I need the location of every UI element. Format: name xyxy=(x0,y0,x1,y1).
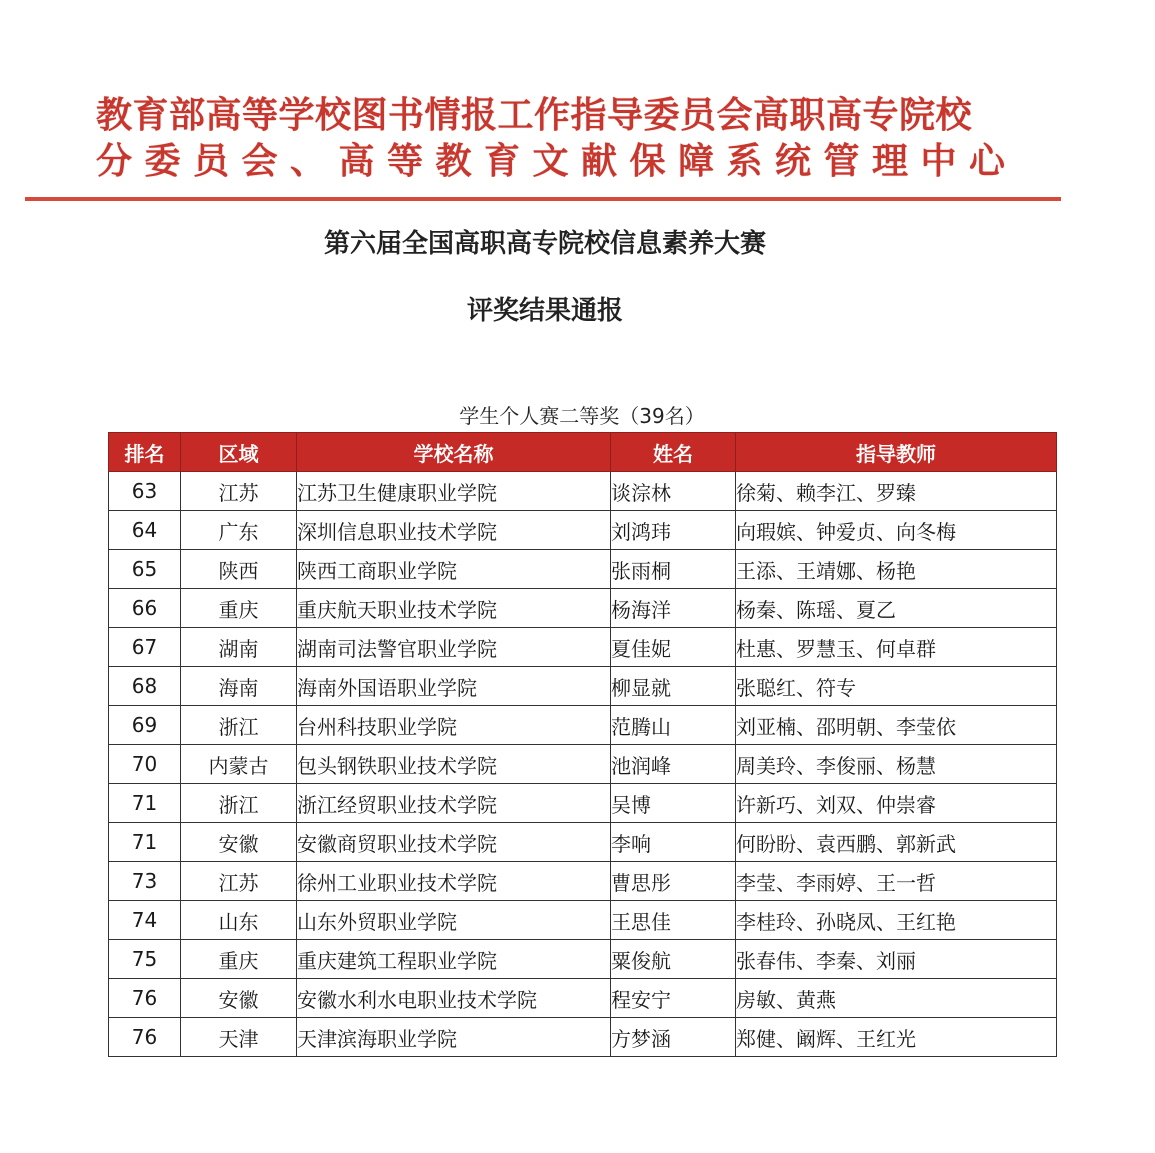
table-row xyxy=(109,979,1057,1018)
cell-rank: 68 xyxy=(109,667,181,706)
org-name-line-2: 分委员会、高等教育文献保障系统管理中心 xyxy=(96,141,1018,182)
cell-school: 湖南司法警官职业学院 xyxy=(297,628,611,667)
cell-student-name: 粟俊航 xyxy=(611,940,736,979)
table-header-row xyxy=(109,433,1057,472)
cell-teachers: 杜惠、罗慧玉、何卓群 xyxy=(736,628,1057,667)
cell-teachers: 何盼盼、袁西鹏、郭新武 xyxy=(736,823,1057,862)
cell-student-name: 池润峰 xyxy=(611,745,736,784)
cell-student-name: 夏佳妮 xyxy=(611,628,736,667)
cell-school: 浙江经贸职业技术学院 xyxy=(297,784,611,823)
cell-region: 浙江 xyxy=(181,784,297,823)
cell-region: 山东 xyxy=(181,901,297,940)
cell-teachers: 刘亚楠、邵明朝、李莹依 xyxy=(736,706,1057,745)
cell-student-name: 方梦涵 xyxy=(611,1018,736,1057)
cell-student-name: 程安宁 xyxy=(611,979,736,1018)
table-row xyxy=(109,589,1057,628)
cell-student-name: 张雨桐 xyxy=(611,550,736,589)
cell-teachers: 张春伟、李秦、刘丽 xyxy=(736,940,1057,979)
table-row xyxy=(109,550,1057,589)
cell-student-name: 柳显就 xyxy=(611,667,736,706)
table-row xyxy=(109,667,1057,706)
cell-region: 重庆 xyxy=(181,589,297,628)
cell-rank: 70 xyxy=(109,745,181,784)
cell-teachers: 张聪红、符专 xyxy=(736,667,1057,706)
cell-region: 江苏 xyxy=(181,862,297,901)
table-row xyxy=(109,706,1057,745)
cell-student-name: 谈淙林 xyxy=(611,472,736,511)
table-row xyxy=(109,823,1057,862)
table-row xyxy=(109,862,1057,901)
cell-teachers: 房敏、黄燕 xyxy=(736,979,1057,1018)
cell-student-name: 杨海洋 xyxy=(611,589,736,628)
cell-region: 湖南 xyxy=(181,628,297,667)
cell-school: 包头钢铁职业技术学院 xyxy=(297,745,611,784)
cell-student-name: 王思佳 xyxy=(611,901,736,940)
cell-region: 浙江 xyxy=(181,706,297,745)
cell-student-name: 吴博 xyxy=(611,784,736,823)
cell-rank: 65 xyxy=(109,550,181,589)
cell-teachers: 周美玲、李俊丽、杨慧 xyxy=(736,745,1057,784)
table-row xyxy=(109,511,1057,550)
cell-rank: 69 xyxy=(109,706,181,745)
cell-school: 台州科技职业学院 xyxy=(297,706,611,745)
header-school: 学校名称 xyxy=(297,433,611,472)
cell-school: 江苏卫生健康职业学院 xyxy=(297,472,611,511)
cell-rank: 73 xyxy=(109,862,181,901)
cell-rank: 63 xyxy=(109,472,181,511)
cell-school: 海南外国语职业学院 xyxy=(297,667,611,706)
org-name-line-1: 教育部高等学校图书情报工作指导委员会高职高专院校 xyxy=(96,95,973,136)
header-student-name: 姓名 xyxy=(611,433,736,472)
cell-student-name: 曹思彤 xyxy=(611,862,736,901)
table-row xyxy=(109,1018,1057,1057)
cell-rank: 71 xyxy=(109,823,181,862)
header-teachers: 指导教师 xyxy=(736,433,1057,472)
cell-school: 重庆建筑工程职业学院 xyxy=(297,940,611,979)
cell-region: 陕西 xyxy=(181,550,297,589)
cell-teachers: 徐菊、赖李江、罗臻 xyxy=(736,472,1057,511)
cell-teachers: 李桂玲、孙晓凤、王红艳 xyxy=(736,901,1057,940)
header-red-rule xyxy=(25,197,1061,201)
cell-teachers: 向瑕嫔、钟爱贞、向冬梅 xyxy=(736,511,1057,550)
document-title: 第六届全国高职高专院校信息素养大赛 xyxy=(323,229,766,259)
header-region: 区域 xyxy=(181,433,297,472)
table-row xyxy=(109,472,1057,511)
table-row xyxy=(109,628,1057,667)
cell-school: 陕西工商职业学院 xyxy=(297,550,611,589)
cell-rank: 76 xyxy=(109,1018,181,1057)
header-rank: 排名 xyxy=(109,433,181,472)
cell-teachers: 李莹、李雨婷、王一哲 xyxy=(736,862,1057,901)
cell-region: 安徽 xyxy=(181,979,297,1018)
cell-teachers: 王添、王靖娜、杨艳 xyxy=(736,550,1057,589)
cell-teachers: 许新巧、刘双、仲崇睿 xyxy=(736,784,1057,823)
cell-student-name: 李响 xyxy=(611,823,736,862)
cell-school: 安徽商贸职业技术学院 xyxy=(297,823,611,862)
cell-region: 江苏 xyxy=(181,472,297,511)
cell-school: 安徽水利水电职业技术学院 xyxy=(297,979,611,1018)
cell-region: 重庆 xyxy=(181,940,297,979)
table-row xyxy=(109,901,1057,940)
cell-region: 安徽 xyxy=(181,823,297,862)
cell-teachers: 郑健、阚辉、王红光 xyxy=(736,1018,1057,1057)
cell-region: 海南 xyxy=(181,667,297,706)
cell-student-name: 刘鸿玮 xyxy=(611,511,736,550)
cell-rank: 67 xyxy=(109,628,181,667)
cell-region: 广东 xyxy=(181,511,297,550)
table-row xyxy=(109,940,1057,979)
awards-table xyxy=(108,432,1057,1057)
table-caption: 学生个人赛二等奖（39名） xyxy=(459,404,705,428)
cell-rank: 64 xyxy=(109,511,181,550)
cell-rank: 74 xyxy=(109,901,181,940)
document-subtitle: 评奖结果通报 xyxy=(466,296,623,326)
cell-rank: 71 xyxy=(109,784,181,823)
cell-school: 天津滨海职业学院 xyxy=(297,1018,611,1057)
cell-school: 徐州工业职业技术学院 xyxy=(297,862,611,901)
cell-school: 重庆航天职业技术学院 xyxy=(297,589,611,628)
table-row xyxy=(109,784,1057,823)
cell-region: 天津 xyxy=(181,1018,297,1057)
cell-school: 山东外贸职业学院 xyxy=(297,901,611,940)
cell-teachers: 杨秦、陈瑶、夏乙 xyxy=(736,589,1057,628)
cell-rank: 76 xyxy=(109,979,181,1018)
cell-rank: 66 xyxy=(109,589,181,628)
cell-region: 内蒙古 xyxy=(181,745,297,784)
cell-school: 深圳信息职业技术学院 xyxy=(297,511,611,550)
cell-rank: 75 xyxy=(109,940,181,979)
table-row xyxy=(109,745,1057,784)
table-body xyxy=(109,472,1057,1057)
cell-student-name: 范腾山 xyxy=(611,706,736,745)
